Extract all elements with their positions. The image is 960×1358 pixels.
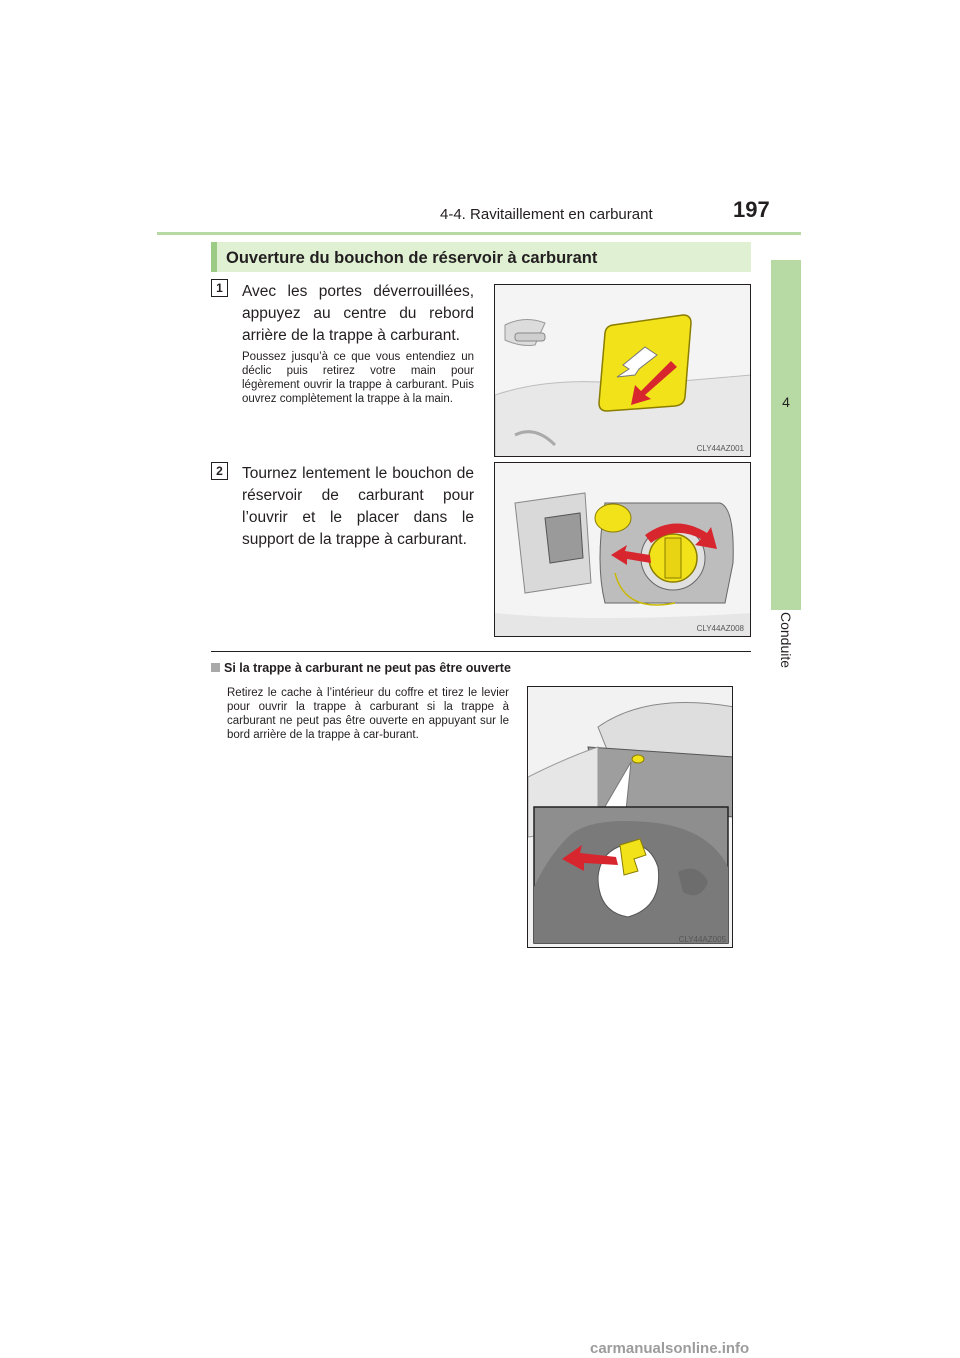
watermark: carmanualsonline.info [590, 1340, 750, 1357]
trunk-lever-illustration [527, 686, 733, 948]
section-divider [211, 651, 751, 652]
step-number-2: 2 [211, 462, 228, 480]
info-heading [211, 661, 511, 675]
step-1-note: Poussez jusqu’à ce que vous entendiez un déclic puis retirez votre main pour légèrement ouvrir la trappe à carburant. Puis ouvrez complètement la trappe à la main. [242, 351, 474, 405]
chapter-number: 4 [782, 394, 790, 410]
fuel-door-illustration [494, 284, 751, 457]
trunk-lever-drawing [528, 687, 733, 948]
info-heading-text: Si la trappe à carburant ne peut pas être ouverte [224, 661, 511, 675]
header-rule [157, 232, 801, 235]
chapter-tab [771, 260, 801, 610]
step-2-text: Tournez lentement le bouchon de réservoir de carburant pour l’ouvrir et le placer dans le support de la trappe à carburant. [242, 465, 474, 548]
step-1-text: Avec les portes déverrouillées, appuyez au centre du rebord arrière de la trappe à carburant. [242, 283, 474, 344]
image-code: CLY44AZ008 [696, 624, 744, 633]
fuel-cap-illustration [494, 462, 751, 637]
chapter-label: Conduite [778, 612, 794, 669]
section-title: Ouverture du bouchon de réservoir à carburant [226, 249, 598, 267]
square-bullet-icon [211, 663, 220, 672]
image-code: CLY44AZ005 [678, 935, 726, 944]
fuel-cap-drawing [495, 463, 751, 637]
info-text: Retirez le cache à l’intérieur du coffre et tirez le levier pour ouvrir la trappe à carburant si la trappe à carburant ne peut pas être ouverte en appuyant sur le bord arrière de la trappe à car-burant. [227, 687, 509, 741]
step-number-1: 1 [211, 279, 228, 297]
fuel-door-drawing [495, 285, 751, 457]
page-number: 197 [733, 197, 770, 222]
running-header: 4-4. Ravitaillement en carburant [440, 206, 653, 223]
image-code: CLY44AZ001 [696, 444, 744, 453]
